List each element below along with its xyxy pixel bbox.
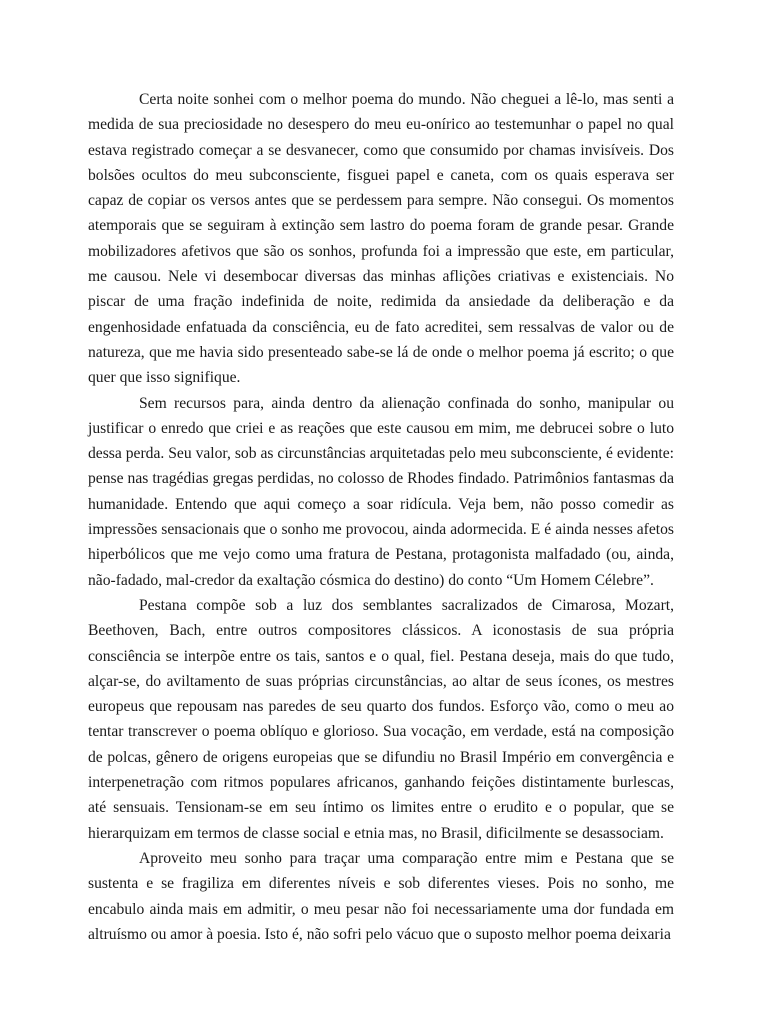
paragraph-4: Aproveito meu sonho para traçar uma comparação entre mim e Pestana que se sustenta e se fragiliza em diferentes níveis e sob diferentes vieses. Pois no sonho, me encabulo ainda mais em admitir, o meu pesar não foi necessariamente uma dor fundada em altruísmo ou amor à poesia. Isto é, não sofri pelo vácuo que o suposto melhor poema deixaria — [88, 849, 674, 943]
paragraph-3: Pestana compõe sob a luz dos semblantes sacralizados de Cimarosa, Mozart, Beethoven, Bach, entre outros compositores clássicos. A iconostasis de sua própria consciência se interpõe entre os tais, santos e o qual, fiel. Pestana deseja, mais do que tudo, alçar-se, do aviltamento de suas próprias circunstâncias, ao altar de seus ícones, os mestres europeus que repousam nas paredes de seu quarto dos fundos. Esforço vão, como o meu ao tentar transcrever o poema oblíquo e glorioso. Sua vocação, em verdade, está na composição de polcas, gênero de origens europeias que se difundiu no Brasil Império em convergência e interpenetração com ritmos populares africanos, ganhando feições distintamente burlescas, até sensuais. Tensionam-se em seu íntimo os limites entre o erudito e o popular, que se hierarquizam em termos de classe social e etnia mas, no Brasil, dificilmente se desassociam. — [88, 596, 674, 842]
document-body — [88, 87, 674, 947]
paragraph-2: Sem recursos para, ainda dentro da alienação confinada do sonho, manipular ou justificar o enredo que criei e as reações que este causou em mim, me debrucei sobre o luto dessa perda. Seu valor, sob as circunstâncias arquitetadas pelo meu subconsciente, é evidente: pense nas tragédias gregas perdidas, no colosso de Rhodes findado. Patrimônios fantasmas da humanidade. Entendo que aqui começo a soar ridícula. Veja bem, não posso comedir as impressões sensacionais que o sonho me provocou, ainda adormecida. E é ainda nesses afetos hiperbólicos que me vejo como uma fratura de Pestana, protagonista malfadado (ou, ainda, não-fadado, mal-credor da exaltação cósmica do destino) do conto “Um Homem Célebre”. — [88, 394, 674, 589]
paragraph-1: Certa noite sonhei com o melhor poema do mundo. Não cheguei a lê-lo, mas senti a medida de sua preciosidade no desespero do meu eu-onírico ao testemunhar o papel no qual estava registrado começar a se desvanecer, como que consumido por chamas invisíveis. Dos bolsões ocultos do meu subconsciente, fisguei papel e caneta, com os quais esperava ser capaz de copiar os versos antes que se perdessem para sempre. Não consegui. Os momentos atemporais que se seguiram à extinção sem lastro do poema foram de grande pesar. Grande mobilizadores afetivos que são os sonhos, profunda foi a impressão que este, em particular, me causou. Nele vi desembocar diversas das minhas aflições criativas e existenciais. No piscar de uma fração indefinida de noite, redimida da ansiedade da deliberação e da engenhosidade enfatuada da consciência, eu de fato acreditei, sem ressalvas de valor ou de natureza, que me havia sido presenteado sabe-se lá de onde o melhor poema já escrito; o que quer que isso signifique. — [88, 91, 674, 387]
